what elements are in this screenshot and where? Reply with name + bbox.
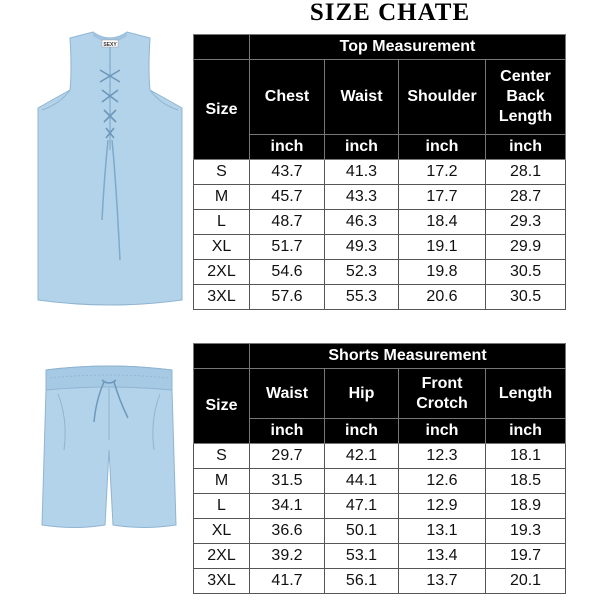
- table-row: [194, 519, 566, 544]
- value-cell: 17.2: [399, 160, 486, 185]
- unit-label: inch: [250, 135, 325, 160]
- value-cell: 45.7: [250, 185, 325, 210]
- value-cell: 39.2: [250, 544, 325, 569]
- value-cell: 36.6: [250, 519, 325, 544]
- value-cell: 28.1: [486, 160, 566, 185]
- unit-label: inch: [399, 135, 486, 160]
- value-cell: 20.1: [486, 569, 566, 594]
- value-cell: 17.7: [399, 185, 486, 210]
- value-cell: 29.3: [486, 210, 566, 235]
- column-header: Length: [486, 369, 566, 419]
- value-cell: 19.7: [486, 544, 566, 569]
- column-header: Hip: [325, 369, 399, 419]
- shorts-measurement-table: [193, 343, 566, 594]
- value-cell: 44.1: [325, 469, 399, 494]
- value-cell: 53.1: [325, 544, 399, 569]
- value-cell: 18.4: [399, 210, 486, 235]
- value-cell: 47.1: [325, 494, 399, 519]
- value-cell: 34.1: [250, 494, 325, 519]
- unit-label: inch: [486, 135, 566, 160]
- value-cell: 19.8: [399, 260, 486, 285]
- value-cell: 49.3: [325, 235, 399, 260]
- value-cell: 18.9: [486, 494, 566, 519]
- size-cell: S: [194, 444, 250, 469]
- top-group-header: Top Measurement: [250, 35, 566, 60]
- table-row: [194, 160, 566, 185]
- value-cell: 42.1: [325, 444, 399, 469]
- value-cell: 41.3: [325, 160, 399, 185]
- value-cell: 50.1: [325, 519, 399, 544]
- unit-label: inch: [325, 419, 399, 444]
- value-cell: 13.1: [399, 519, 486, 544]
- size-cell: XL: [194, 235, 250, 260]
- shirt-logo: SEXY: [103, 42, 117, 48]
- table-row: [194, 569, 566, 594]
- value-cell: 18.1: [486, 444, 566, 469]
- value-cell: 19.1: [399, 235, 486, 260]
- top-measurement-table: [193, 34, 566, 310]
- table-row: [194, 185, 566, 210]
- column-header: Center Back Length: [486, 60, 566, 135]
- page-title: SIZE CHATE: [309, 0, 471, 26]
- value-cell: 29.7: [250, 444, 325, 469]
- value-cell: 30.5: [486, 260, 566, 285]
- size-cell: M: [194, 469, 250, 494]
- value-cell: 41.7: [250, 569, 325, 594]
- size-cell: 2XL: [194, 544, 250, 569]
- column-header: Shoulder: [399, 60, 486, 135]
- unit-label: inch: [486, 419, 566, 444]
- size-cell: XL: [194, 519, 250, 544]
- value-cell: 19.3: [486, 519, 566, 544]
- size-cell: 2XL: [194, 260, 250, 285]
- size-cell: M: [194, 185, 250, 210]
- shirt-illustration: [30, 30, 190, 320]
- value-cell: 28.7: [486, 185, 566, 210]
- shorts-illustration: [38, 360, 180, 535]
- value-cell: 55.3: [325, 285, 399, 310]
- value-cell: 43.3: [325, 185, 399, 210]
- value-cell: 52.3: [325, 260, 399, 285]
- table-row: [194, 260, 566, 285]
- table-corner: [194, 35, 250, 60]
- size-header: Size: [194, 60, 250, 160]
- table-row: [194, 285, 566, 310]
- column-header: Waist: [250, 369, 325, 419]
- size-header: Size: [194, 369, 250, 444]
- size-cell: 3XL: [194, 569, 250, 594]
- value-cell: 29.9: [486, 235, 566, 260]
- value-cell: 13.7: [399, 569, 486, 594]
- shorts-group-header: Shorts Measurement: [250, 344, 566, 369]
- table-corner: [194, 344, 250, 369]
- value-cell: 57.6: [250, 285, 325, 310]
- table-row: [194, 544, 566, 569]
- size-cell: L: [194, 210, 250, 235]
- value-cell: 18.5: [486, 469, 566, 494]
- unit-label: inch: [250, 419, 325, 444]
- table-row: [194, 444, 566, 469]
- value-cell: 30.5: [486, 285, 566, 310]
- column-header: Chest: [250, 60, 325, 135]
- value-cell: 56.1: [325, 569, 399, 594]
- unit-label: inch: [325, 135, 399, 160]
- value-cell: 20.6: [399, 285, 486, 310]
- size-cell: 3XL: [194, 285, 250, 310]
- table-row: [194, 235, 566, 260]
- value-cell: 12.9: [399, 494, 486, 519]
- value-cell: 31.5: [250, 469, 325, 494]
- column-header: Waist: [325, 60, 399, 135]
- unit-label: inch: [399, 419, 486, 444]
- value-cell: 12.3: [399, 444, 486, 469]
- value-cell: 51.7: [250, 235, 325, 260]
- table-row: [194, 494, 566, 519]
- value-cell: 43.7: [250, 160, 325, 185]
- value-cell: 13.4: [399, 544, 486, 569]
- value-cell: 12.6: [399, 469, 486, 494]
- table-row: [194, 469, 566, 494]
- size-cell: L: [194, 494, 250, 519]
- column-header: Front Crotch: [399, 369, 486, 419]
- size-cell: S: [194, 160, 250, 185]
- table-row: [194, 210, 566, 235]
- value-cell: 48.7: [250, 210, 325, 235]
- value-cell: 46.3: [325, 210, 399, 235]
- value-cell: 54.6: [250, 260, 325, 285]
